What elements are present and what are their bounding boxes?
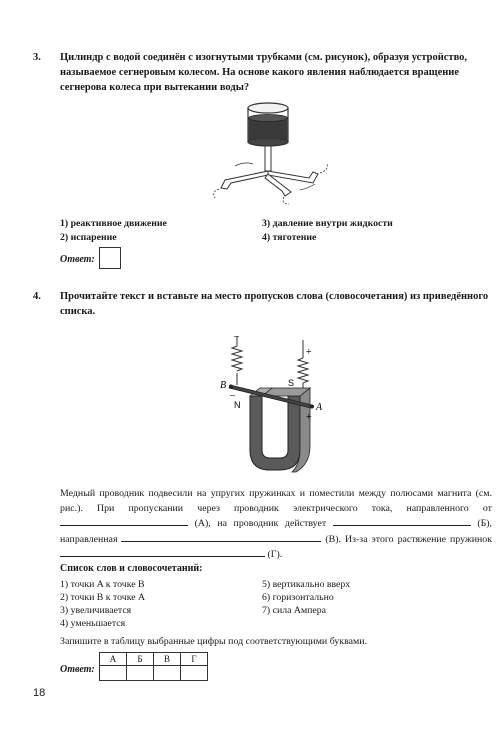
word-list-item-2: 2) точки B к точке A: [60, 592, 146, 603]
header-g: Г: [181, 653, 208, 666]
label-north-pole: N: [234, 400, 241, 410]
label-minus-top: –: [234, 331, 239, 342]
label-plus-top: +: [306, 347, 312, 358]
q4-answer-table-wrap: [99, 652, 208, 681]
q3-answer-label: Ответ:: [60, 254, 95, 265]
header-v: В: [154, 653, 181, 666]
question-3-text: Цилиндр с водой соединён с изогнутыми трубками (см. рисунок), образуя устройство, называемое сегнеровым колесом. На основе какого явления наблюдается вращение сегнерова колеса при вытекании воды?: [60, 52, 468, 93]
answer-cell-g[interactable]: [181, 666, 208, 681]
answer-cell-v[interactable]: [154, 666, 181, 681]
table-instruction: Запишите в таблицу выбранные цифры под соответствующими буквами.: [60, 636, 367, 647]
label-point-a: A: [316, 402, 323, 413]
page-number: 18: [33, 687, 46, 699]
magnet-conductor-figure: [200, 330, 340, 480]
q4-paragraph-part-5: (В). Из-за этого растяжение: [325, 533, 447, 545]
blank-g[interactable]: [60, 547, 265, 557]
question-4-text: Прочитайте текст и вставьте на место пропусков слова (словосочетания) из приведённого списка.: [60, 291, 489, 317]
q3-option-3: 3) давление внутри жидкости: [262, 218, 393, 229]
question-4-number: 4.: [33, 291, 41, 302]
answer-cell-b[interactable]: [127, 666, 154, 681]
word-list-item-3: 3) увеличивается: [60, 605, 132, 616]
blank-a[interactable]: [60, 516, 188, 526]
q3-option-1: 1) реактивное движение: [60, 218, 167, 229]
word-list-item-6: 6) горизонтально: [262, 592, 334, 603]
q3-option-2: 2) испарение: [60, 232, 117, 243]
word-list-item-4: 4) уменьшается: [60, 618, 126, 629]
q3-answer-box[interactable]: [99, 247, 121, 269]
header-b: Б: [127, 653, 154, 666]
word-list-item-1: 1) точки A к точке B: [60, 579, 145, 590]
label-minus-bottom: –: [230, 390, 235, 401]
label-point-b: B: [220, 380, 227, 391]
answer-cell-a[interactable]: [100, 666, 127, 681]
blank-v[interactable]: [121, 532, 321, 542]
label-plus-bottom: +: [306, 412, 312, 423]
q4-answer-label: Ответ:: [60, 664, 95, 675]
segner-wheel-figure: [205, 94, 335, 206]
q4-paragraph-part-6: пружинок: [449, 533, 493, 545]
label-south-pole: S: [288, 378, 295, 388]
word-list-title: Список слов и словосочетаний:: [60, 563, 203, 574]
word-list-item-5: 5) вертикально вверх: [262, 579, 351, 590]
question-3-number: 3.: [33, 52, 41, 63]
word-list-item-7: 7) сила Ампера: [262, 605, 327, 616]
blank-b[interactable]: [333, 516, 471, 526]
q4-answer-table: [99, 652, 208, 681]
q4-paragraph-part-4: направленная: [60, 533, 118, 545]
q4-paragraph-part-1: Медный проводник подвесили на упругих пружинках и поместили между полюсами магнита (см. рис.). При пропускании через проводник электрического тока, направленного от: [60, 488, 492, 514]
q4-paragraph-part-2: (А), на проводник действует: [194, 518, 327, 529]
q4-paragraph-part-7: (Г).: [267, 549, 283, 560]
q3-option-4: 4) тяготение: [262, 232, 317, 243]
q4-paragraph-part-3: (Б),: [477, 518, 493, 529]
q4-paragraph: [60, 487, 492, 563]
header-a: А: [100, 653, 127, 666]
